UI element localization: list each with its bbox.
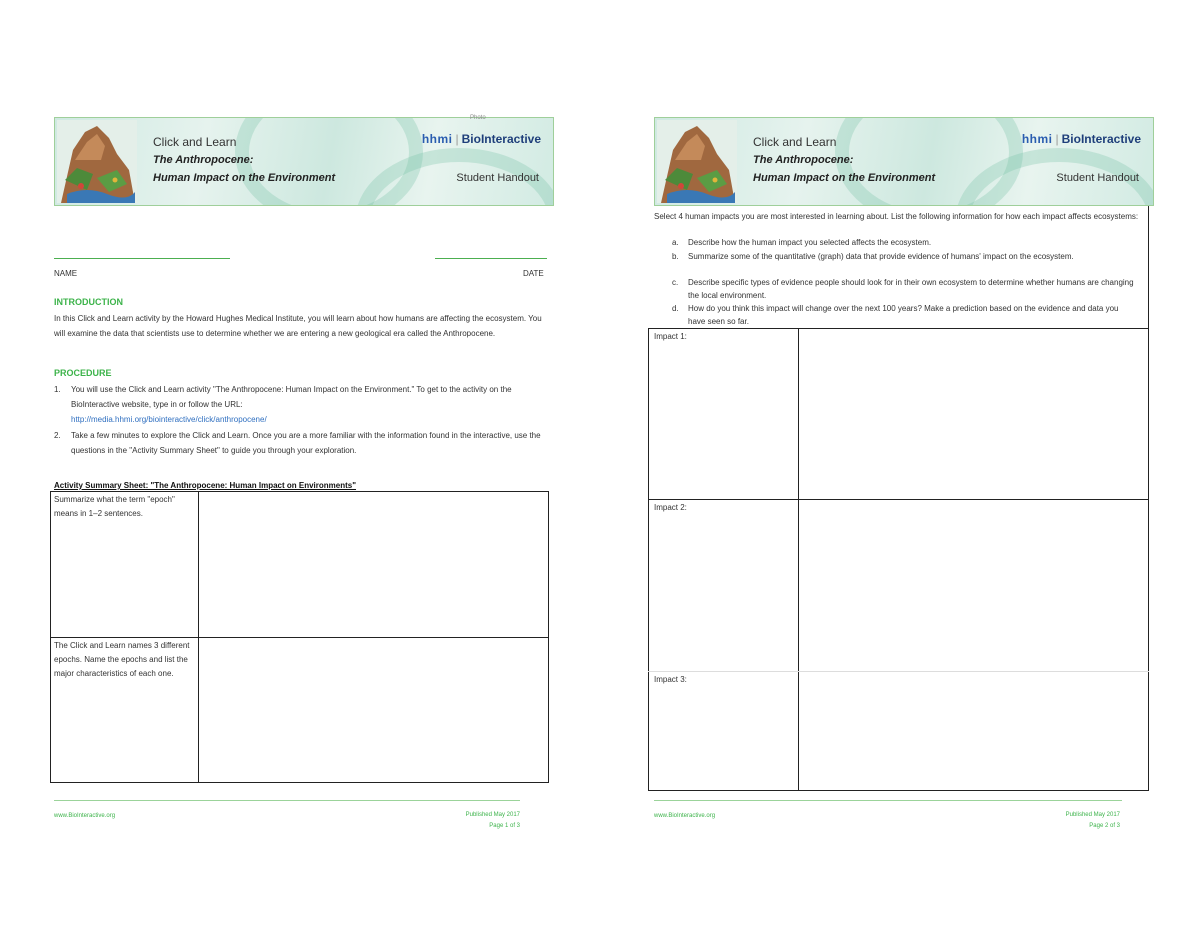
footer-info — [420, 810, 520, 832]
item-b-marker: b. — [672, 252, 679, 261]
header-banner — [654, 117, 1154, 206]
stamp-label: Photo — [470, 115, 486, 121]
intro-heading: INTRODUCTION — [54, 297, 123, 307]
impact-row-divider-2 — [648, 671, 1149, 672]
summary-sheet-title: Activity Summary Sheet: "The Anthropocene: Human Impact on Environments" — [54, 481, 357, 490]
hhmi-logo: hhmi | BioInteractive — [421, 132, 541, 146]
handout-label: Student Handout — [1056, 172, 1139, 184]
name-label: NAME — [54, 269, 78, 278]
impact-instructions: Select 4 human impacts you are most interested in learning about. List the following information for how each impact affects ecosystems: — [654, 212, 1139, 221]
item-b-text: Summarize some of the quantitative (graph) data that provide evidence of humans' impact on the ecosystem. — [688, 252, 1074, 261]
banner-title: Click and Learn — [153, 135, 237, 149]
step-1-instruction: You will use the Click and Learn activity "The Anthropocene: Human Impact on the Environment." To get to the activity on the BioInteractive website, type in or follow the URL: — [71, 385, 512, 409]
impact-3-label: Impact 3: — [654, 675, 687, 684]
footer-divider — [54, 800, 520, 801]
row-2-prompt: The Click and Learn names 3 different epochs. Name the epochs and list the major characteristics of each one. — [54, 641, 190, 678]
intro-text: In this Click and Learn activity by the Howard Hughes Medical Institute, you will learn about how humans are affecting the ecosystem. You will examine the data that scientists use to determine whether we are entering a new geological era called the Anthropocene. — [54, 314, 542, 338]
row-2-answer-area[interactable] — [200, 639, 546, 781]
item-a-text: Describe how the human impact you selected affects the ecosystem. — [688, 238, 932, 247]
logo-biointeractive: BioInteractive — [461, 132, 541, 146]
footer-info — [1020, 810, 1120, 832]
item-c-text: Describe specific types of evidence people should look for in their own ecosystem to determine whether humans are changing the local environment. — [688, 278, 1134, 300]
footer-divider — [654, 800, 1122, 801]
row-1-answer-area[interactable] — [200, 493, 546, 635]
logo-hhmi: hhmi — [1021, 132, 1053, 146]
footer-page-number: Page 2 of 3 — [1089, 823, 1120, 829]
banner-subtitle-2: Human Impact on the Environment — [153, 172, 336, 184]
activity-url-link[interactable]: http://media.hhmi.org/biointeractive/click/anthropocene/ — [71, 415, 267, 424]
hhmi-logo: hhmi | BioInteractive — [1021, 132, 1141, 146]
footer-website: www.BioInteractive.org — [54, 813, 116, 819]
footer-published: Published May 2017 — [1065, 812, 1120, 818]
item-c-marker: c. — [672, 278, 679, 287]
impact-row-divider — [648, 499, 1149, 500]
row-1-prompt: Summarize what the term "epoch" means in 1–2 sentences. — [54, 495, 175, 518]
step-2-number: 2. — [54, 431, 61, 440]
handout-label: Student Handout — [456, 172, 539, 184]
banner-subtitle-2: Human Impact on the Environment — [753, 172, 936, 184]
name-line[interactable] — [54, 258, 230, 259]
footer-published: Published May 2017 — [465, 812, 520, 818]
procedure-heading: PROCEDURE — [54, 368, 112, 378]
logo-hhmi: hhmi — [421, 132, 453, 146]
date-label: DATE — [523, 269, 544, 278]
banner-subtitle: The Anthropocene: — [753, 154, 854, 166]
impact-1-answer-area[interactable] — [800, 330, 1146, 497]
footer-website: www.BioInteractive.org — [654, 813, 716, 819]
logo-biointeractive: BioInteractive — [1061, 132, 1141, 146]
mountain-landscape-icon — [57, 120, 137, 203]
impact-3-answer-area[interactable] — [800, 673, 1146, 789]
impact-table-divider — [798, 328, 799, 791]
handout-page-2 — [600, 0, 1200, 927]
item-d-marker: d. — [672, 304, 679, 313]
impact-2-answer-area[interactable] — [800, 501, 1146, 669]
header-banner — [54, 117, 554, 206]
date-line[interactable] — [435, 258, 547, 259]
item-d-text: How do you think this impact will change over the next 100 years? Make a prediction based on the evidence and data you have seen so far. — [688, 304, 1119, 326]
banner-title: Click and Learn — [753, 135, 837, 149]
impact-2-label: Impact 2: — [654, 503, 687, 512]
banner-subtitle: The Anthropocene: — [153, 154, 254, 166]
step-2-text: Take a few minutes to explore the Click and Learn. Once you are a more familiar with the information found in the interactive, use the questions in the "Activity Summary Sheet" to guide you through your exploration. — [71, 431, 541, 455]
footer-page-number: Page 1 of 3 — [489, 823, 520, 829]
item-a-marker: a. — [672, 238, 679, 247]
impact-1-label: Impact 1: — [654, 332, 687, 341]
step-1-number: 1. — [54, 385, 61, 394]
table-row-divider — [50, 637, 549, 638]
mountain-landscape-icon — [657, 120, 737, 203]
step-1-text — [71, 382, 546, 427]
